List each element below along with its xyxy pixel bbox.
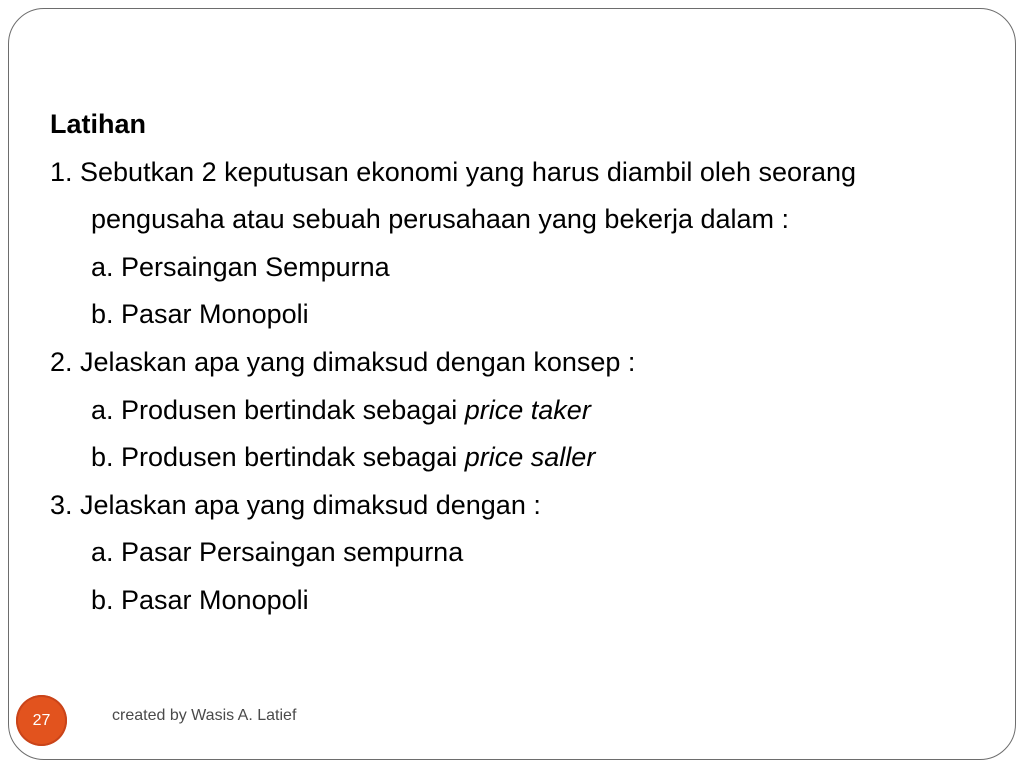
question-2: 2. Jelaskan apa yang dimaksud dengan konsep : [50,346,636,377]
page-number-badge [16,695,67,746]
question-1-continuation: pengusaha atau sebuah perusahaan yang bekerja dalam : [91,204,790,235]
question-2-option-a-text: a. Produsen bertindak sebagai [91,394,465,425]
slide-title: Latihan [50,109,147,139]
question-1: 1. Sebutkan 2 keputusan ekonomi yang harus diambil oleh seorang [50,156,857,187]
question-3: 3. Jelaskan apa yang dimaksud dengan : [50,489,541,520]
question-3-option-a: a. Pasar Persaingan sempurna [91,537,464,568]
question-1-option-b: b. Pasar Monopoli [91,299,309,330]
question-2-option-b [50,434,1024,482]
question-2-option-a-term: price taker [464,394,591,425]
question-3-option-b: b. Pasar Monopoli [91,584,309,615]
question-1-option-a: a. Persaingan Sempurna [91,251,390,282]
page-number: 27 [32,711,51,729]
question-2-option-a [50,387,1024,435]
question-2-option-b-term: price saller [464,442,596,473]
footer-credit: created by Wasis A. Latief [112,707,297,724]
slide-body [50,101,1024,625]
question-2-option-b-text: b. Produsen bertindak sebagai [91,442,465,473]
